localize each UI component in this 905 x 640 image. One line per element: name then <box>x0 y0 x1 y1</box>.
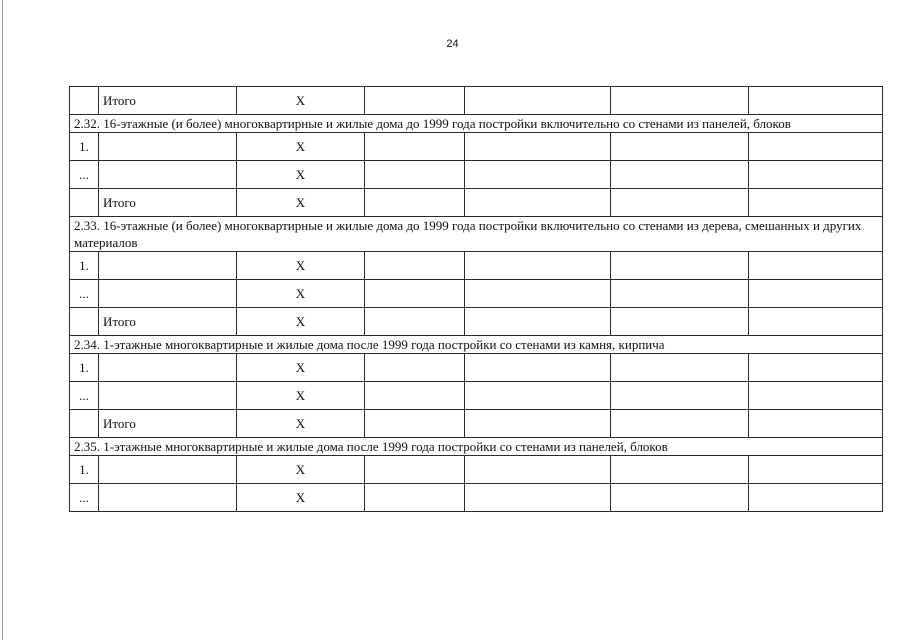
empty-cell <box>365 252 465 280</box>
empty-cell <box>365 456 465 484</box>
table-row <box>70 410 883 438</box>
table-row <box>70 252 883 280</box>
table-body <box>70 87 883 512</box>
row-name-cell <box>99 456 237 484</box>
empty-cell <box>365 87 465 115</box>
row-name-cell <box>99 354 237 382</box>
empty-cell <box>465 456 611 484</box>
row-number-cell: ... <box>70 280 99 308</box>
empty-cell <box>749 354 883 382</box>
empty-cell <box>365 484 465 512</box>
section-header-row <box>70 336 883 354</box>
empty-cell <box>365 133 465 161</box>
row-number-cell <box>70 87 99 115</box>
scan-edge-line <box>2 0 3 640</box>
row-name-cell <box>99 484 237 512</box>
table-row <box>70 133 883 161</box>
empty-cell <box>365 308 465 336</box>
empty-cell <box>611 133 749 161</box>
empty-cell <box>611 280 749 308</box>
page-number: 24 <box>446 38 459 50</box>
section-title: 2.34. 1-этажные многоквартирные и жилые дома после 1999 года постройки со стенами из камня, кирпича <box>70 336 883 354</box>
row-mark-cell: X <box>237 382 365 410</box>
empty-cell <box>749 252 883 280</box>
row-number-cell: ... <box>70 382 99 410</box>
empty-cell <box>465 252 611 280</box>
empty-cell <box>365 382 465 410</box>
row-mark-cell: X <box>237 484 365 512</box>
empty-cell <box>611 252 749 280</box>
empty-cell <box>365 280 465 308</box>
empty-cell <box>465 133 611 161</box>
row-name-cell <box>99 133 237 161</box>
row-mark-cell: X <box>237 354 365 382</box>
empty-cell <box>365 161 465 189</box>
row-mark-cell: X <box>237 410 365 438</box>
empty-cell <box>465 87 611 115</box>
empty-cell <box>611 410 749 438</box>
row-number-cell: 1. <box>70 133 99 161</box>
row-mark-cell: X <box>237 189 365 217</box>
empty-cell <box>611 87 749 115</box>
row-number-cell <box>70 308 99 336</box>
section-title: 2.35. 1-этажные многоквартирные и жилые дома после 1999 года постройки со стенами из панелей, блоков <box>70 438 883 456</box>
section-title: 2.33. 16-этажные (и более) многоквартирные и жилые дома до 1999 года постройки включительно со стенами из дерева, смешанных и других материалов <box>70 217 883 252</box>
row-mark-cell: X <box>237 456 365 484</box>
empty-cell <box>749 484 883 512</box>
section-header-row <box>70 217 883 252</box>
empty-cell <box>465 308 611 336</box>
empty-cell <box>611 308 749 336</box>
table-row <box>70 484 883 512</box>
table-row <box>70 161 883 189</box>
empty-cell <box>611 382 749 410</box>
row-name-cell: Итого <box>99 308 237 336</box>
section-header-row <box>70 438 883 456</box>
empty-cell <box>465 410 611 438</box>
empty-cell <box>611 456 749 484</box>
empty-cell <box>749 456 883 484</box>
row-mark-cell: X <box>237 161 365 189</box>
row-name-cell <box>99 252 237 280</box>
row-number-cell <box>70 189 99 217</box>
empty-cell <box>749 308 883 336</box>
table-row <box>70 189 883 217</box>
row-number-cell: 1. <box>70 456 99 484</box>
empty-cell <box>365 410 465 438</box>
empty-cell <box>611 189 749 217</box>
row-number-cell: 1. <box>70 252 99 280</box>
row-name-cell: Итого <box>99 87 237 115</box>
table-row <box>70 87 883 115</box>
table-row <box>70 354 883 382</box>
empty-cell <box>749 161 883 189</box>
row-mark-cell: X <box>237 252 365 280</box>
empty-cell <box>749 410 883 438</box>
row-mark-cell: X <box>237 308 365 336</box>
table-row <box>70 308 883 336</box>
empty-cell <box>749 189 883 217</box>
row-number-cell: 1. <box>70 354 99 382</box>
empty-cell <box>611 161 749 189</box>
row-name-cell <box>99 382 237 410</box>
empty-cell <box>365 189 465 217</box>
row-mark-cell: X <box>237 280 365 308</box>
empty-cell <box>611 354 749 382</box>
row-number-cell <box>70 410 99 438</box>
row-mark-cell: X <box>237 87 365 115</box>
row-number-cell: ... <box>70 484 99 512</box>
empty-cell <box>465 382 611 410</box>
empty-cell <box>465 484 611 512</box>
table-row <box>70 382 883 410</box>
document-table <box>69 86 883 512</box>
row-number-cell: ... <box>70 161 99 189</box>
section-title: 2.32. 16-этажные (и более) многоквартирные и жилые дома до 1999 года постройки включительно со стенами из панелей, блоков <box>70 115 883 133</box>
empty-cell <box>749 382 883 410</box>
section-header-row <box>70 115 883 133</box>
empty-cell <box>749 280 883 308</box>
empty-cell <box>465 161 611 189</box>
empty-cell <box>365 354 465 382</box>
row-name-cell <box>99 161 237 189</box>
row-name-cell: Итого <box>99 410 237 438</box>
row-name-cell <box>99 280 237 308</box>
empty-cell <box>749 87 883 115</box>
row-mark-cell: X <box>237 133 365 161</box>
empty-cell <box>611 484 749 512</box>
table-row <box>70 456 883 484</box>
empty-cell <box>749 133 883 161</box>
empty-cell <box>465 189 611 217</box>
empty-cell <box>465 280 611 308</box>
row-name-cell: Итого <box>99 189 237 217</box>
table-row <box>70 280 883 308</box>
empty-cell <box>465 354 611 382</box>
